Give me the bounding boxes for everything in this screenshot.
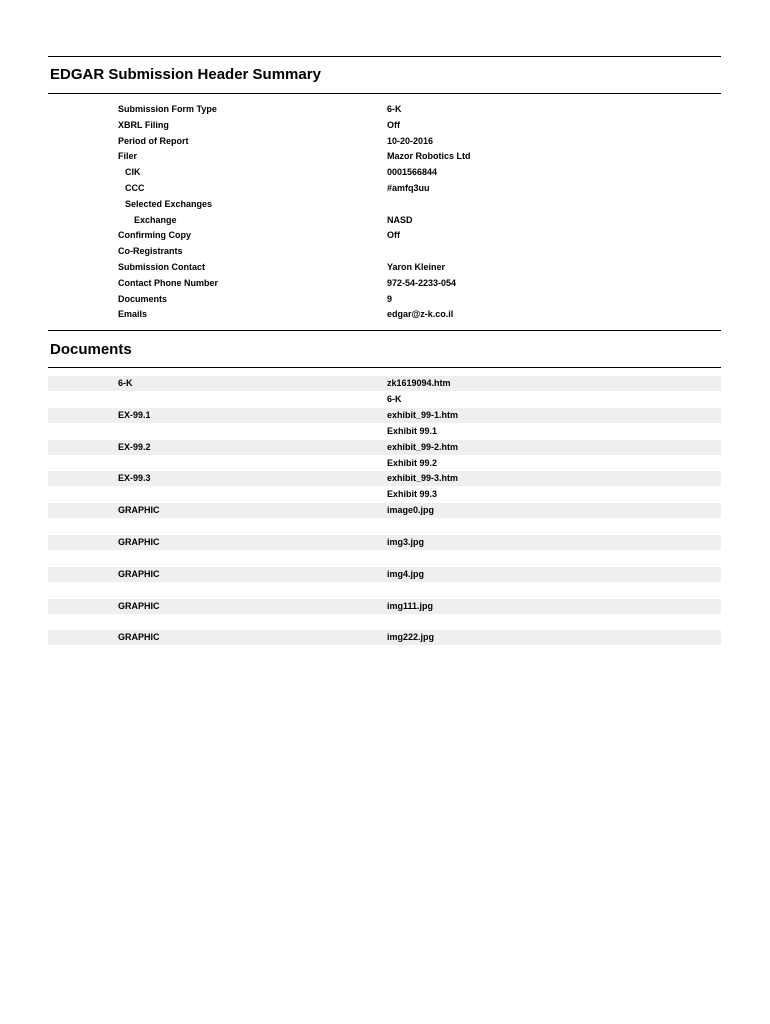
documents-title: Documents [50,341,132,358]
summary-row [48,306,721,322]
summary-row-label: Selected Exchanges [125,198,213,209]
document-filename: image0.jpg [387,505,435,516]
document-type: GRAPHIC [118,568,160,579]
document-filename: img111.jpg [387,600,434,611]
document-type: GRAPHIC [118,537,160,547]
document-type: GRAPHIC [118,600,160,611]
document-filename: exhibit_99-1.htm [387,409,459,420]
document-filename: img222.jpg [387,632,435,643]
summary-row-value: Off [387,230,400,241]
document-filename: zk1619094.htm [387,378,451,388]
summary-row-label: CIK [125,167,141,178]
summary-row-value: 9 [387,293,393,304]
document-filename: exhibit_99-3.htm [387,473,459,484]
summary-row-label: Exchange [134,214,177,225]
summary-row-value: 972-54-2233-054 [387,277,457,288]
document-type: GRAPHIC [118,505,160,516]
summary-bottom-rule [48,330,721,331]
summary-row [48,101,721,117]
summary-row-value: Off [387,119,400,130]
summary-row-label: CCC [125,183,145,193]
summary-row-label: Co-Registrants [118,246,183,257]
document-row-band [48,376,721,391]
summary-row-label: Contact Phone Number [118,277,219,288]
document-filename: img4.jpg [387,568,425,579]
document-description: Exhibit 99.1 [387,425,438,436]
document-type: 6-K [118,378,133,388]
summary-row-label: Submission Form Type [118,104,217,114]
summary-row [48,117,721,133]
summary-row [48,212,721,228]
document-description: Exhibit 99.2 [387,457,438,468]
summary-row [48,291,721,307]
summary-row [48,275,721,291]
document-filename: exhibit_99-2.htm [387,441,459,452]
document-filename: img3.jpg [387,537,425,547]
summary-row-value: 6-K [387,104,402,114]
summary-row [48,196,721,212]
summary-row-label: Filer [118,151,138,162]
summary-row-value: edgar@z-k.co.il [387,309,454,320]
summary-row [48,243,721,259]
summary-row-value: Mazor Robotics Ltd [387,151,471,162]
document-description: 6-K [387,393,402,404]
document-type: EX-99.2 [118,441,151,452]
summary-row [48,180,721,196]
summary-row-label: Period of Report [118,135,189,146]
summary-row-label: Submission Contact [118,262,206,272]
summary-title: EDGAR Submission Header Summary [50,66,321,83]
document-type: EX-99.1 [118,409,151,420]
document-description: Exhibit 99.3 [387,489,438,500]
summary-row-label: XBRL Filing [118,119,169,130]
top-rule [48,56,721,57]
summary-title-rule [48,93,721,94]
summary-row [48,148,721,164]
summary-row-label: Confirming Copy [118,230,191,241]
documents-title-rule [48,367,721,368]
summary-row-label: Emails [118,309,148,320]
summary-row-value: 0001566844 [387,167,438,178]
summary-row [48,259,721,275]
document-type: GRAPHIC [118,632,160,643]
document-type: EX-99.3 [118,473,151,484]
summary-row [48,133,721,149]
summary-row [48,164,721,180]
summary-row-value: Yaron Kleiner [387,262,446,272]
summary-row-label: Documents [118,293,168,304]
summary-row [48,227,721,243]
summary-row-value: NASD [387,214,413,225]
summary-row-value: #amfq3uu [387,183,430,193]
summary-row-value: 10-20-2016 [387,135,434,146]
